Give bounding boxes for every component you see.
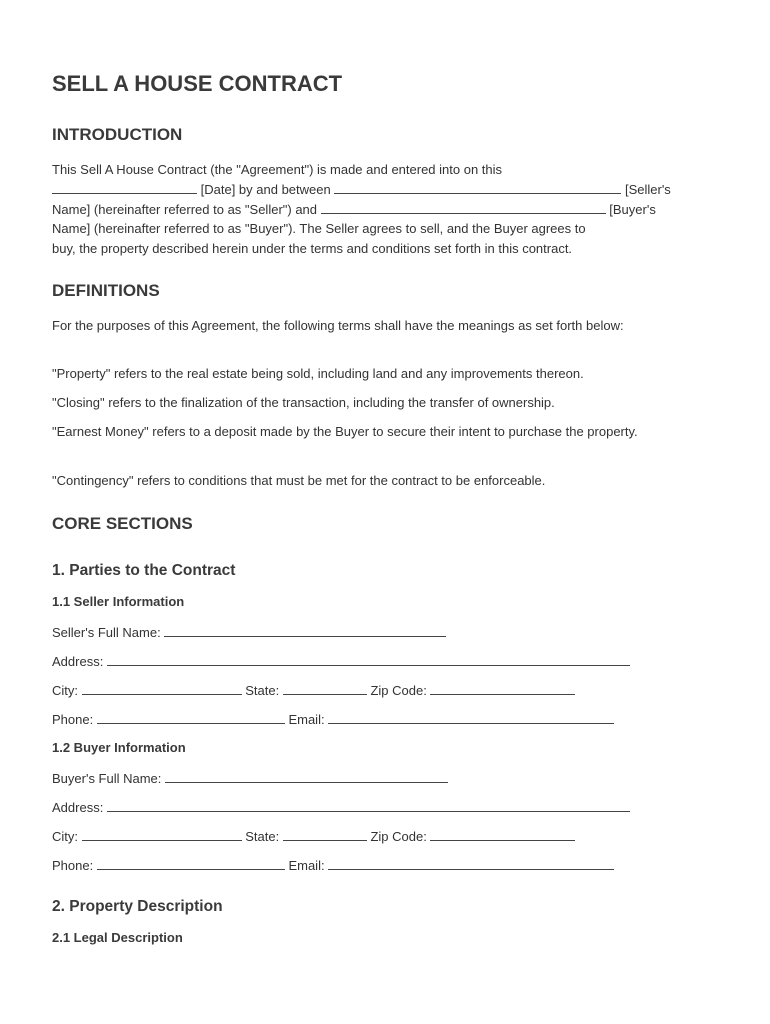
seller-address-row bbox=[52, 653, 630, 670]
buyer-address-row bbox=[52, 799, 630, 816]
buyer-address-field[interactable] bbox=[107, 799, 630, 812]
buyer-zip-field[interactable] bbox=[430, 828, 575, 841]
definitions-heading: DEFINITIONS bbox=[52, 281, 160, 300]
seller-state-label: State: bbox=[245, 683, 280, 698]
seller-city-field[interactable] bbox=[82, 682, 242, 695]
buyer-state-field[interactable] bbox=[283, 828, 367, 841]
buyer-information-heading: 1.2 Buyer Information bbox=[52, 740, 186, 755]
introduction-paragraph bbox=[52, 160, 720, 259]
buyer-full-name-row bbox=[52, 770, 448, 787]
seller-email-label: Email: bbox=[288, 712, 325, 727]
intro-text-6: Name] (hereinafter referred to as "Buyer"). The Seller agrees to sell, and the Buyer agrees to bbox=[52, 221, 586, 237]
definitions-intro: For the purposes of this Agreement, the following terms shall have the meanings as set forth below: bbox=[52, 318, 624, 333]
seller-phone-label: Phone: bbox=[52, 712, 94, 727]
seller-email-field[interactable] bbox=[328, 711, 614, 724]
buyer-full-name-label: Buyer's Full Name: bbox=[52, 771, 162, 786]
buyer-phone-row bbox=[52, 857, 614, 874]
seller-phone-row bbox=[52, 711, 614, 728]
seller-state-field[interactable] bbox=[283, 682, 367, 695]
legal-description-heading: 2.1 Legal Description bbox=[52, 930, 183, 945]
buyer-phone-label: Phone: bbox=[52, 858, 94, 873]
definition-contingency: "Contingency" refers to conditions that must be met for the contract to be enforceable. bbox=[52, 473, 546, 488]
seller-full-name-field[interactable] bbox=[164, 624, 446, 637]
buyer-phone-field[interactable] bbox=[97, 857, 285, 870]
definition-earnest-money: "Earnest Money" refers to a deposit made by the Buyer to secure their intent to purchase the property. bbox=[52, 424, 638, 439]
seller-information-heading: 1.1 Seller Information bbox=[52, 594, 185, 609]
buyer-zip-label: Zip Code: bbox=[370, 829, 427, 844]
seller-address-field[interactable] bbox=[107, 653, 630, 666]
document-title: SELL A HOUSE CONTRACT bbox=[52, 71, 343, 96]
seller-name-blank[interactable] bbox=[334, 181, 621, 194]
intro-text-7: buy, the property described herein under the terms and conditions set forth in this contract. bbox=[52, 241, 573, 257]
buyer-city-field[interactable] bbox=[82, 828, 242, 841]
date-blank[interactable] bbox=[52, 181, 197, 194]
seller-city-label: City: bbox=[52, 683, 78, 698]
buyer-address-label: Address: bbox=[52, 800, 104, 815]
buyer-city-label: City: bbox=[52, 829, 78, 844]
definition-closing: "Closing" refers to the finalization of the transaction, including the transfer of ownership. bbox=[52, 395, 555, 410]
buyer-state-label: State: bbox=[245, 829, 280, 844]
property-description-heading: 2. Property Description bbox=[52, 898, 223, 915]
buyer-city-row bbox=[52, 828, 575, 845]
intro-text-2: [Date] by and between bbox=[200, 181, 331, 197]
seller-zip-label: Zip Code: bbox=[370, 683, 427, 698]
seller-city-row bbox=[52, 682, 575, 699]
seller-zip-field[interactable] bbox=[430, 682, 575, 695]
buyer-full-name-field[interactable] bbox=[165, 770, 448, 783]
buyer-email-field[interactable] bbox=[328, 857, 614, 870]
intro-text-5: [Buyer's bbox=[609, 201, 656, 217]
intro-text-3: [Seller's bbox=[624, 181, 671, 197]
seller-address-label: Address: bbox=[52, 654, 104, 669]
definition-property: "Property" refers to the real estate being sold, including land and any improvements thereon. bbox=[52, 366, 584, 381]
seller-full-name-row bbox=[52, 624, 446, 641]
core-sections-heading: CORE SECTIONS bbox=[52, 514, 193, 533]
buyer-name-blank[interactable] bbox=[321, 201, 606, 214]
introduction-heading: INTRODUCTION bbox=[52, 125, 183, 144]
intro-text-1: This Sell A House Contract (the "Agreement") is made and entered into on this bbox=[52, 162, 503, 177]
seller-phone-field[interactable] bbox=[97, 711, 285, 724]
seller-full-name-label: Seller's Full Name: bbox=[52, 625, 161, 640]
parties-heading: 1. Parties to the Contract bbox=[52, 562, 236, 579]
intro-text-4: Name] (hereinafter referred to as "Seller") and bbox=[52, 201, 318, 217]
buyer-email-label: Email: bbox=[288, 858, 325, 873]
